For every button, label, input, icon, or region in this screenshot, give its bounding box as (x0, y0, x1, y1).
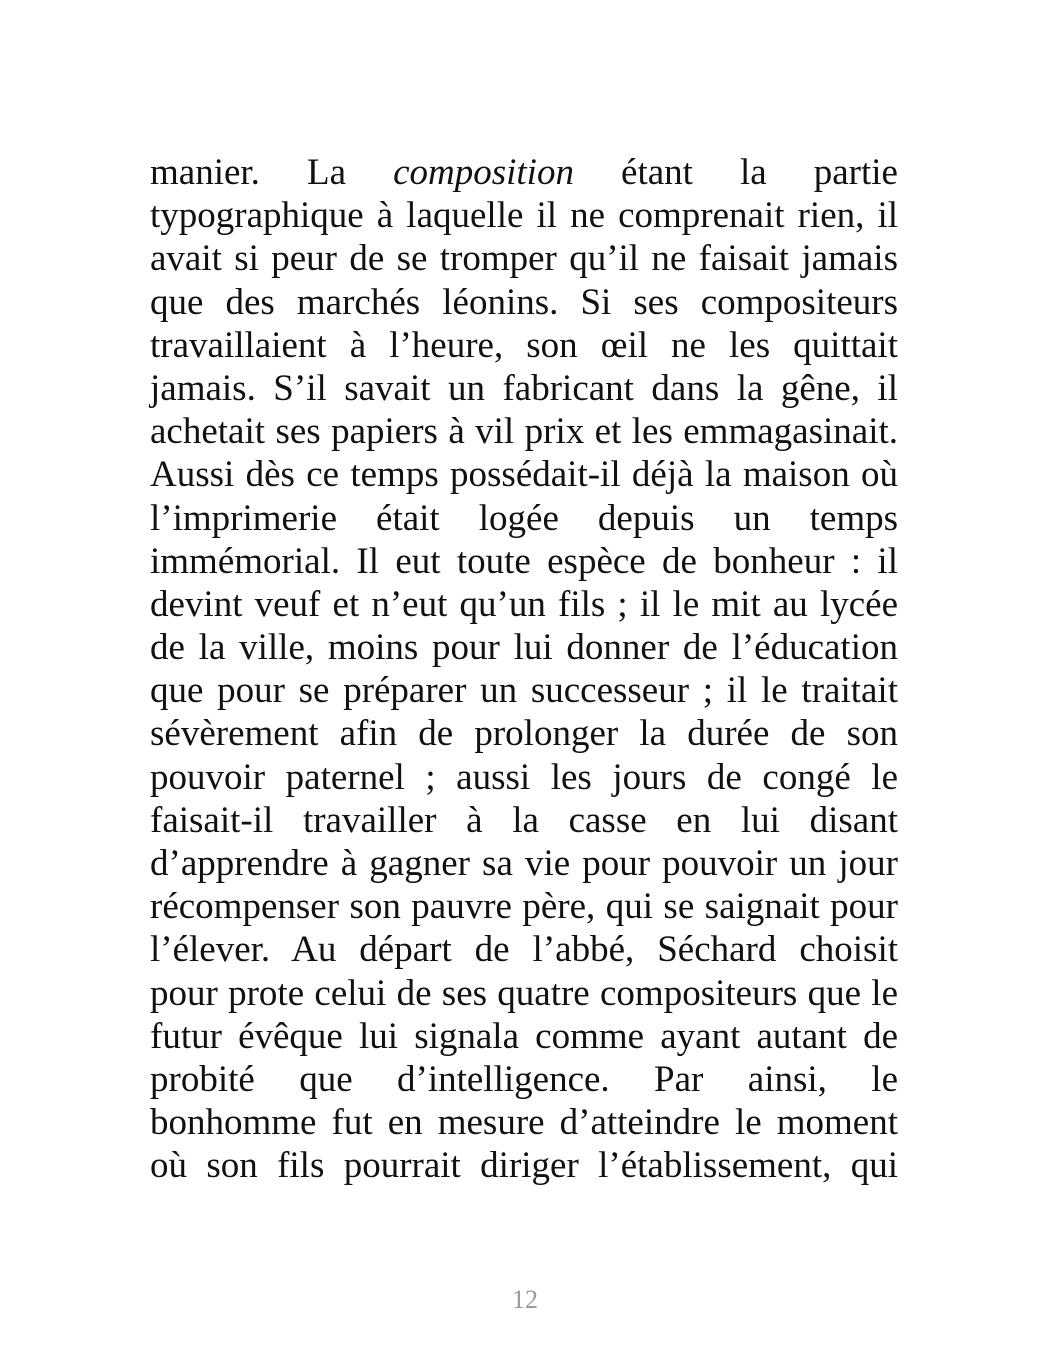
text-line: l’élever. Au départ de l’abbé, Séchard choisit (150, 929, 898, 971)
text-line: que pour se préparer un successeur ; il le traitait (150, 670, 898, 712)
text-line: l’imprimerie était logée depuis un temps (150, 497, 898, 539)
text-line: travaillaient à l’heure, son œil ne les quittait (150, 324, 898, 366)
text-line: d’apprendre à gagner sa vie pour pouvoir un jour (150, 843, 898, 884)
text-line: achetait ses papiers à vil prix et les emmagasinait. (150, 411, 898, 453)
text-line: de la ville, moins pour lui donner de l’éducation (150, 627, 898, 669)
text-line: avait si peur de se tromper qu’il ne faisait jamais (150, 238, 898, 280)
text-line: Aussi dès ce temps possédait-il déjà la maison où (150, 454, 898, 496)
emphasis: composition (393, 152, 574, 193)
text-line: que des marchés léonins. Si ses compositeurs (150, 281, 898, 323)
text-line: pouvoir paternel ; aussi les jours de congé le (150, 756, 898, 798)
text-line: sévèrement afin de prolonger la durée de son (150, 713, 898, 755)
text-line: récompenser son pauvre père, qui se saignait pour (150, 886, 898, 928)
text-line: où son fils pourrait diriger l’établissement, qui (150, 1145, 898, 1187)
text-line: futur évêque lui signala comme ayant autant de (150, 1015, 898, 1057)
body-text (150, 151, 898, 1188)
text-line: devint veuf et n’eut qu’un fils ; il le mit au lycée (150, 583, 898, 625)
text-line: pour prote celui de ses quatre compositeurs que le (150, 972, 898, 1014)
text-line: probité que d’intelligence. Par ainsi, le (150, 1058, 898, 1100)
page-number: 12 (512, 1285, 538, 1314)
text-line: faisait-il travailler à la casse en lui disant (150, 799, 898, 841)
text-line: jamais. S’il savait un fabricant dans la gêne, il (150, 367, 898, 409)
text-line: manier. La composition étant la partie (150, 152, 898, 193)
text-line: bonhomme fut en mesure d’atteindre le moment (150, 1102, 898, 1144)
text-line: immémorial. Il eut toute espèce de bonheur : il (150, 540, 898, 582)
text-line: typographique à laquelle il ne comprenait rien, il (150, 195, 898, 237)
